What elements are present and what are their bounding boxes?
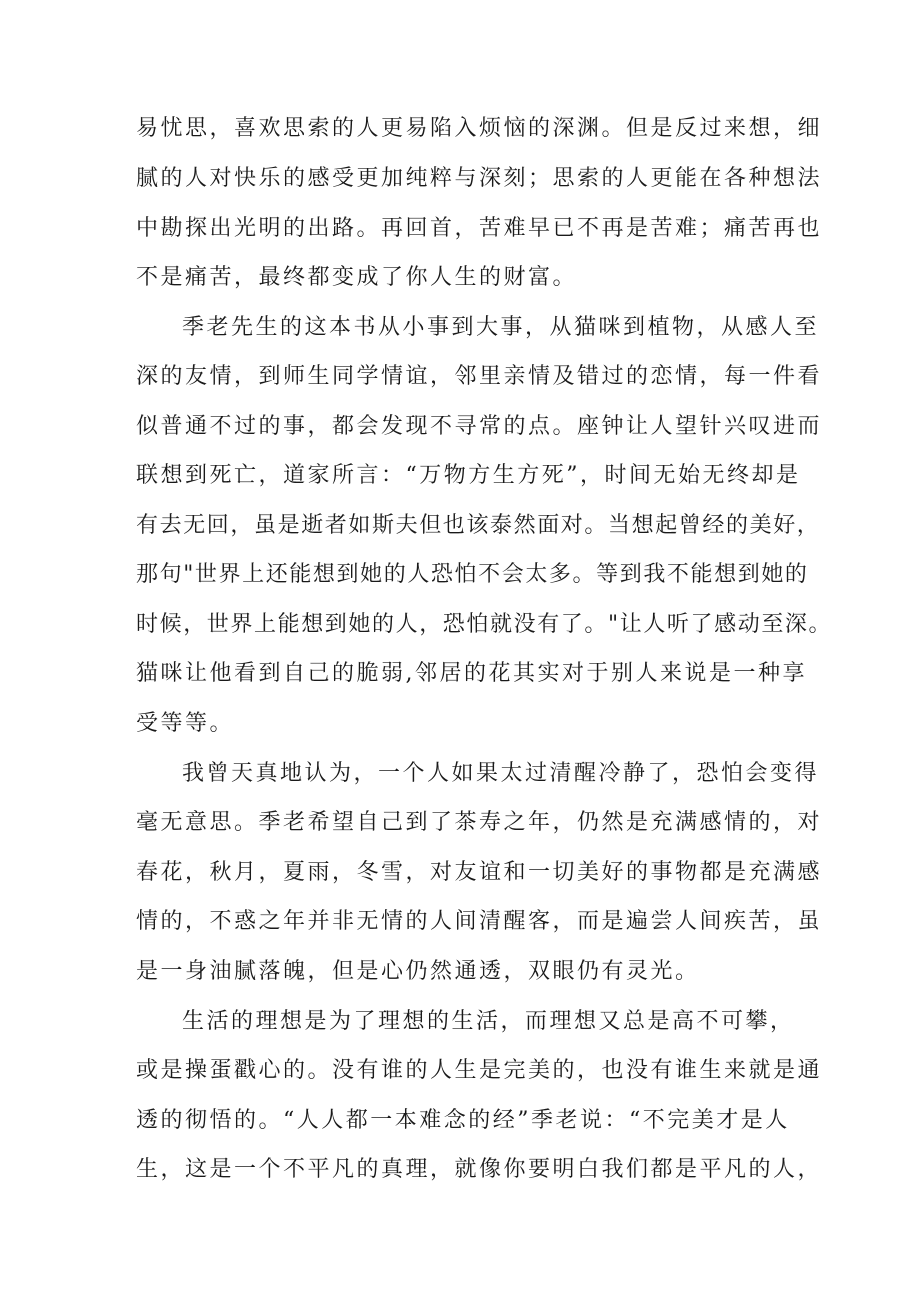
- text-line: 似普通不过的事，都会发现不寻常的点。座钟让人望针兴叹进而: [136, 414, 823, 439]
- text-line: 有去无回，虽是逝者如斯夫但也该泰然面对。当想起曾经的美好，: [136, 513, 821, 538]
- text-line: 腻的人对快乐的感受更加纯粹与深刻；思索的人更能在各种想法: [136, 166, 823, 191]
- paragraph-first-line: 我曾天真地认为，一个人如果太过清醒冷静了，恐怕会变得: [182, 761, 820, 786]
- text-line: 那句"世界上还能想到她的人恐怕不会太多。等到我不能想到她的: [136, 562, 809, 587]
- text-line: 透的彻悟的。“人人都一本难念的经”季老说：“不完美才是人: [136, 1108, 790, 1133]
- paragraph-first-line: 季老先生的这本书从小事到大事，从猫咪到植物，从感人至: [182, 315, 820, 340]
- text-line: 情的，不惑之年并非无情的人间清醒客，而是遍尝人间疾苦，虽: [136, 909, 823, 934]
- text-line: 易忧思，喜欢思索的人更易陷入烦恼的深渊。但是反过来想，细: [136, 116, 823, 141]
- text-line: 是一身油腻落魄，但是心仍然通透，双眼仍有灵光。: [136, 959, 700, 984]
- text-line: 深的友情，到师生同学情谊，邻里亲情及错过的恋情，每一件看: [136, 364, 823, 389]
- text-line: 春花，秋月，夏雨，冬雪，对友谊和一切美好的事物都是充满感: [136, 860, 823, 885]
- text-line: 联想到死亡，道家所言：“万物方生方死”，时间无始无终却是: [136, 463, 801, 488]
- text-line: 毫无意思。季老希望自己到了茶寿之年，仍然是充满感情的，对: [136, 810, 823, 835]
- text-line: 受等等。: [136, 711, 235, 736]
- text-line: 时候，世界上能想到她的人，恐怕就没有了。"让人听了感动至深。: [136, 612, 833, 637]
- text-line: 中勘探出光明的出路。再回首，苦难早已不再是苦难；痛苦再也: [136, 216, 823, 241]
- text-line: 生，这是一个不平凡的真理，就像你要明白我们都是平凡的人，: [136, 1157, 823, 1182]
- text-line: 不是痛苦，最终都变成了你人生的财富。: [136, 265, 578, 290]
- paragraph-first-line: 生活的理想是为了理想的生活，而理想又总是高不可攀，: [182, 1009, 795, 1034]
- text-line: 猫咪让他看到自己的脆弱,邻居的花其实对于别人来说是一种享: [136, 661, 807, 686]
- text-line: 或是操蛋戳心的。没有谁的人生是完美的，也没有谁生来就是通: [136, 1058, 823, 1083]
